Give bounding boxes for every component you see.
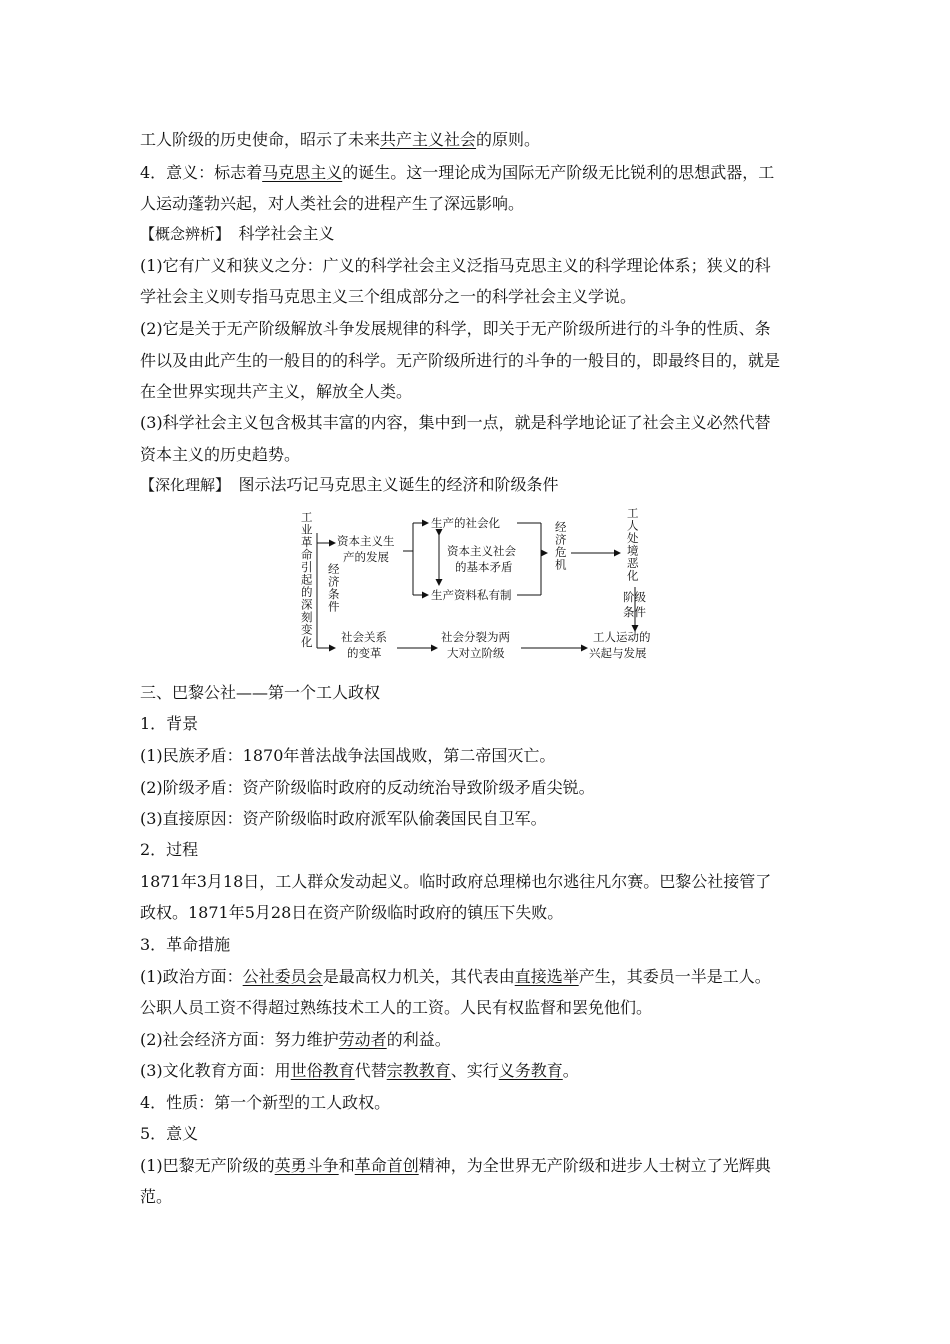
underlined-term: 宗教教育 (386, 1061, 451, 1080)
text-run: 政权。1871年5月28日在资产阶级临时政府的镇压下失败。 (140, 903, 564, 922)
text-line (140, 445, 300, 465)
underlined-term: 直接选举 (514, 967, 579, 986)
text-line (140, 413, 771, 433)
text-line (140, 382, 412, 402)
underlined-term: 劳动者 (338, 1030, 387, 1049)
text-run: 件以及由此产生的一般目的的科学。无产阶级所进行的斗争的一般目的，即最终目的，就是 (140, 351, 781, 370)
economic-class-conditions-diagram (295, 503, 663, 663)
text-line (140, 1187, 172, 1207)
text-line (140, 872, 771, 892)
underlined-term: 公社委员会 (242, 967, 323, 986)
text-run: 1．背景 (140, 714, 199, 733)
text-line (140, 224, 335, 244)
text-run: 1871年3月18日，工人群众发动起义。临时政府总理梯也尔逃往凡尔赛。巴黎公社接管了 (140, 872, 772, 891)
text-line (140, 1030, 451, 1050)
text-run: 图示法巧记马克思主义诞生的经济和阶级条件 (222, 475, 559, 494)
diagram-socialization: 生产的社会化 (431, 516, 500, 530)
text-line (140, 778, 595, 798)
underlined-term: 马克思主义 (262, 163, 343, 182)
text-line (140, 1093, 390, 1113)
underlined-term: 共产主义社会 (380, 130, 477, 149)
text-line (140, 130, 540, 150)
diagram-two-classes-2: 大对立阶级 (447, 646, 505, 660)
text-run: (3)科学社会主义包含极其丰富的内容，集中到一点，就是科学地论证了社会主义必然代替 (140, 413, 771, 432)
text-run: 三、巴黎公社——第一个工人政权 (140, 683, 381, 702)
text-run: 代替 (354, 1061, 387, 1080)
text-line (140, 683, 380, 703)
text-run: 3．革命措施 (140, 935, 231, 954)
underlined-term: 世俗教育 (290, 1061, 355, 1080)
text-line (140, 840, 198, 860)
text-run: (1)民族矛盾：1870年普法战争法国战败，第二帝国灭亡。 (140, 746, 556, 765)
text-line (140, 194, 524, 214)
text-run: 4．意义：标志着 (140, 163, 263, 182)
text-run: (1)政治方面： (140, 967, 243, 986)
text-run: (3)文化教育方面：用 (140, 1061, 291, 1080)
underlined-term: 义务教育 (498, 1061, 563, 1080)
text-run: (1)巴黎无产阶级的 (140, 1156, 275, 1175)
diagram-social-change-1: 社会关系 (341, 630, 387, 644)
text-run: 工人阶级的历史使命，昭示了未来 (140, 130, 381, 149)
text-run: 和 (338, 1156, 355, 1175)
diagram-econ-crisis: 经济危机 (555, 520, 567, 572)
text-run: 人运动蓬勃兴起，对人类社会的进程产生了深远影响。 (140, 194, 525, 213)
text-run: (2)社会经济方面：努力维护 (140, 1030, 339, 1049)
text-line (140, 1061, 579, 1081)
diagram-social-change-2: 的变革 (347, 646, 382, 660)
text-line (140, 287, 636, 307)
underlined-term: 英勇斗争 (274, 1156, 339, 1175)
diagram-basic-contradiction-1: 资本主义社会 (447, 544, 516, 558)
text-run: 资本主义的历史趋势。 (140, 445, 301, 464)
section-tag: 【深化理解】 (140, 476, 223, 494)
section-tag: 【概念辨析】 (140, 225, 223, 243)
text-line (140, 746, 555, 766)
diagram-econ-condition: 经济条件 (328, 562, 340, 614)
text-line (140, 1156, 771, 1176)
text-run: (3)直接原因：资产阶级临时政府派军队偷袭国民自卫军。 (140, 809, 547, 828)
text-run: 是最高权力机关，其代表由 (322, 967, 515, 986)
text-line (140, 714, 198, 734)
text-run: 、实行 (450, 1061, 499, 1080)
text-run: 。 (562, 1061, 579, 1080)
text-run: 5．意义 (140, 1124, 199, 1143)
text-line (140, 475, 559, 495)
diagram-private-ownership: 生产资料私有制 (431, 588, 512, 602)
diagram-left-vertical: 工业革命引起的深刻变化 (301, 510, 313, 649)
text-line (140, 319, 771, 339)
text-line (140, 998, 652, 1018)
text-run: 精神，为全世界无产阶级和进步人士树立了光辉典 (418, 1156, 771, 1175)
text-line (140, 256, 771, 276)
text-run: (2)它是关于无产阶级解放斗争发展规律的科学，即关于无产阶级所进行的斗争的性质、条 (140, 319, 771, 338)
text-run: 4．性质：第一个新型的工人政权。 (140, 1093, 391, 1112)
text-run: 的利益。 (386, 1030, 451, 1049)
text-line (140, 967, 771, 987)
text-run: 公职人员工资不得超过熟练技术工人的工资。人民有权监督和罢免他们。 (140, 998, 653, 1017)
diagram-labor-movement-2: 兴起与发展 (589, 646, 647, 660)
text-run: 学社会主义则专指马克思主义三个组成部分之一的科学社会主义学说。 (140, 287, 637, 306)
text-line (140, 351, 780, 371)
text-line (140, 1124, 198, 1144)
text-run: 的诞生。这一理论成为国际无产阶级无比锐利的思想武器，工 (342, 163, 775, 182)
text-line (140, 809, 547, 829)
text-line (140, 163, 774, 183)
text-run: (2)阶级矛盾：资产阶级临时政府的反动统治导致阶级矛盾尖锐。 (140, 778, 595, 797)
diagram-two-classes-1: 社会分裂为两 (441, 630, 510, 644)
underlined-term: 革命首创 (354, 1156, 419, 1175)
text-run: 在全世界实现共产主义，解放全人类。 (140, 382, 413, 401)
text-run: 科学社会主义 (222, 224, 335, 243)
text-line (140, 903, 563, 923)
diagram-capitalist-dev-2: 产的发展 (343, 550, 389, 564)
text-run: (1)它有广义和狭义之分：广义的科学社会主义泛指马克思主义的科学理论体系；狭义的科 (140, 256, 771, 275)
diagram-labor-movement-1: 工人运动的 (593, 630, 651, 644)
text-run: 范。 (140, 1187, 173, 1206)
text-run: 2．过程 (140, 840, 199, 859)
text-run: 的原则。 (476, 130, 541, 149)
text-run: 产生，其委员一半是工人。 (578, 967, 771, 986)
text-line (140, 935, 230, 955)
diagram-basic-contradiction-2: 的基本矛盾 (455, 560, 513, 574)
diagram-capitalist-dev-1: 资本主义生 (337, 534, 395, 548)
diagram-class-condition-1: 阶级条件 (623, 590, 646, 619)
diagram-worker-worse: 工人处境恶化 (627, 506, 639, 583)
